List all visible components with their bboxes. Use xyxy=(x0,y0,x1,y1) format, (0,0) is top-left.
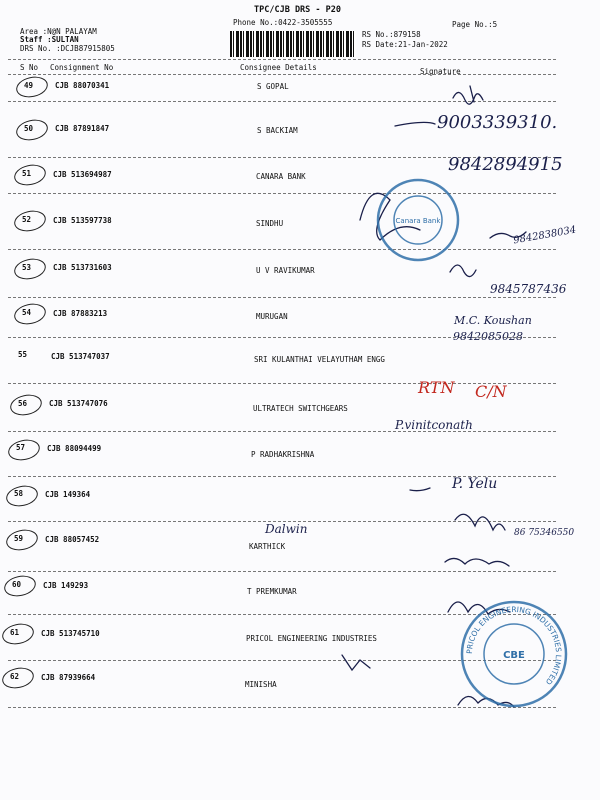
rs-date: RS Date:21-Jan-2022 xyxy=(362,40,448,49)
canara-bank-stamp xyxy=(373,175,463,265)
row-consignee: SINDHU xyxy=(256,219,284,228)
handwritten-signature: P.vinitconath xyxy=(395,418,473,432)
row-consignment: CJB 513747037 xyxy=(51,352,110,361)
row-consignment: CJB 513694987 xyxy=(53,170,112,179)
handwritten-phone: 86 75346550 xyxy=(514,528,575,538)
row-sno: 56 xyxy=(18,399,28,408)
row-sno: 54 xyxy=(22,308,32,317)
pricol-stamp-center: CBE xyxy=(503,650,525,661)
row-consignment: CJB 88057452 xyxy=(45,535,100,544)
row-consignee: SRI KULANTHAI VELAYUTHAM ENGG xyxy=(254,355,385,364)
row-consignment: CJB 513747076 xyxy=(49,399,108,408)
row-consignee: U V RAVIKUMAR xyxy=(256,266,315,275)
drs-number: DRS No. :DCJB87915805 xyxy=(20,44,115,53)
area-label: Area :N@N PALAYAM xyxy=(20,27,97,36)
row-consignment: CJB 87939664 xyxy=(41,673,96,682)
col-signature: Signature xyxy=(420,67,461,76)
row-consignment: CJB 88070341 xyxy=(55,81,110,90)
staff-label: Staff :SULTAN xyxy=(20,35,79,44)
row-consignee: ULTRATECH SWITCHGEARS xyxy=(253,404,348,413)
row-sno: 55 xyxy=(18,350,28,359)
row-consignment: CJB 87883213 xyxy=(53,309,108,318)
row-consignment: CJB 87891847 xyxy=(55,124,110,133)
row-consignment: CJB 149293 xyxy=(43,581,89,590)
handwritten-phone: 9003339310. xyxy=(437,112,558,133)
sheet-title: TPC/CJB DRS - P20 xyxy=(254,5,341,15)
page-number: Page No.:5 xyxy=(452,20,498,29)
row-sno: 53 xyxy=(22,263,32,272)
row-consignment: CJB 513731603 xyxy=(53,263,112,272)
row-consignment: CJB 513745710 xyxy=(41,629,100,638)
row-sno: 59 xyxy=(14,534,24,543)
row-sno: 58 xyxy=(14,489,24,498)
row-consignee: PRICOL ENGINEERING INDUSTRIES xyxy=(246,634,377,643)
row-consignee: MINISHA xyxy=(245,680,277,689)
row-consignee: MURUGAN xyxy=(256,312,288,321)
handwritten-name: Dalwin xyxy=(265,522,308,536)
row-sno: 60 xyxy=(12,580,22,589)
handwritten-phone: 9845787436 xyxy=(490,282,567,296)
row-consignee: KARTHICK xyxy=(249,542,286,551)
row-sno: 51 xyxy=(22,169,32,178)
rs-number: RS No.:879158 xyxy=(362,30,421,39)
row-sno: 50 xyxy=(24,124,34,133)
row-consignment: CJB 149364 xyxy=(45,490,91,499)
row-sno: 52 xyxy=(22,215,32,224)
row-consignee: T PREMKUMAR xyxy=(247,587,297,596)
row-consignment: CJB 513597738 xyxy=(53,216,112,225)
col-consignee: Consignee Details xyxy=(240,63,317,72)
col-sno: S No xyxy=(20,63,39,72)
row-consignee: S GOPAL xyxy=(257,82,289,91)
row-sno: 61 xyxy=(10,628,20,637)
row-consignment: CJB 88094499 xyxy=(47,444,102,453)
rtn-note: RTN xyxy=(418,378,455,397)
handwritten-name: M.C. Koushan xyxy=(454,314,532,327)
handwritten-phone: 9842894915 xyxy=(448,154,563,175)
col-consignment: Consignment No xyxy=(50,63,114,72)
handwritten-phone: 9842085028 xyxy=(453,330,523,343)
canara-stamp-text: Canara Bank xyxy=(395,217,441,225)
row-sno: 62 xyxy=(10,672,20,681)
row-sno: 49 xyxy=(24,81,34,90)
cn-note: C/N xyxy=(475,382,507,401)
row-consignee: P RADHAKRISHNA xyxy=(251,450,315,459)
pricol-stamp-text: PRICOL ENGINEERING INDUSTRIES LIMITED xyxy=(464,604,564,687)
row-consignee: S BACKIAM xyxy=(257,126,298,135)
handwritten-phone: 9842838034 xyxy=(512,224,578,247)
handwritten-signature: P. Yelu xyxy=(452,476,498,492)
phone-number: Phone No.:0422-3505555 xyxy=(233,18,333,27)
row-sno: 57 xyxy=(16,443,26,452)
row-consignee: CANARA BANK xyxy=(256,172,306,181)
pricol-stamp xyxy=(458,598,570,710)
